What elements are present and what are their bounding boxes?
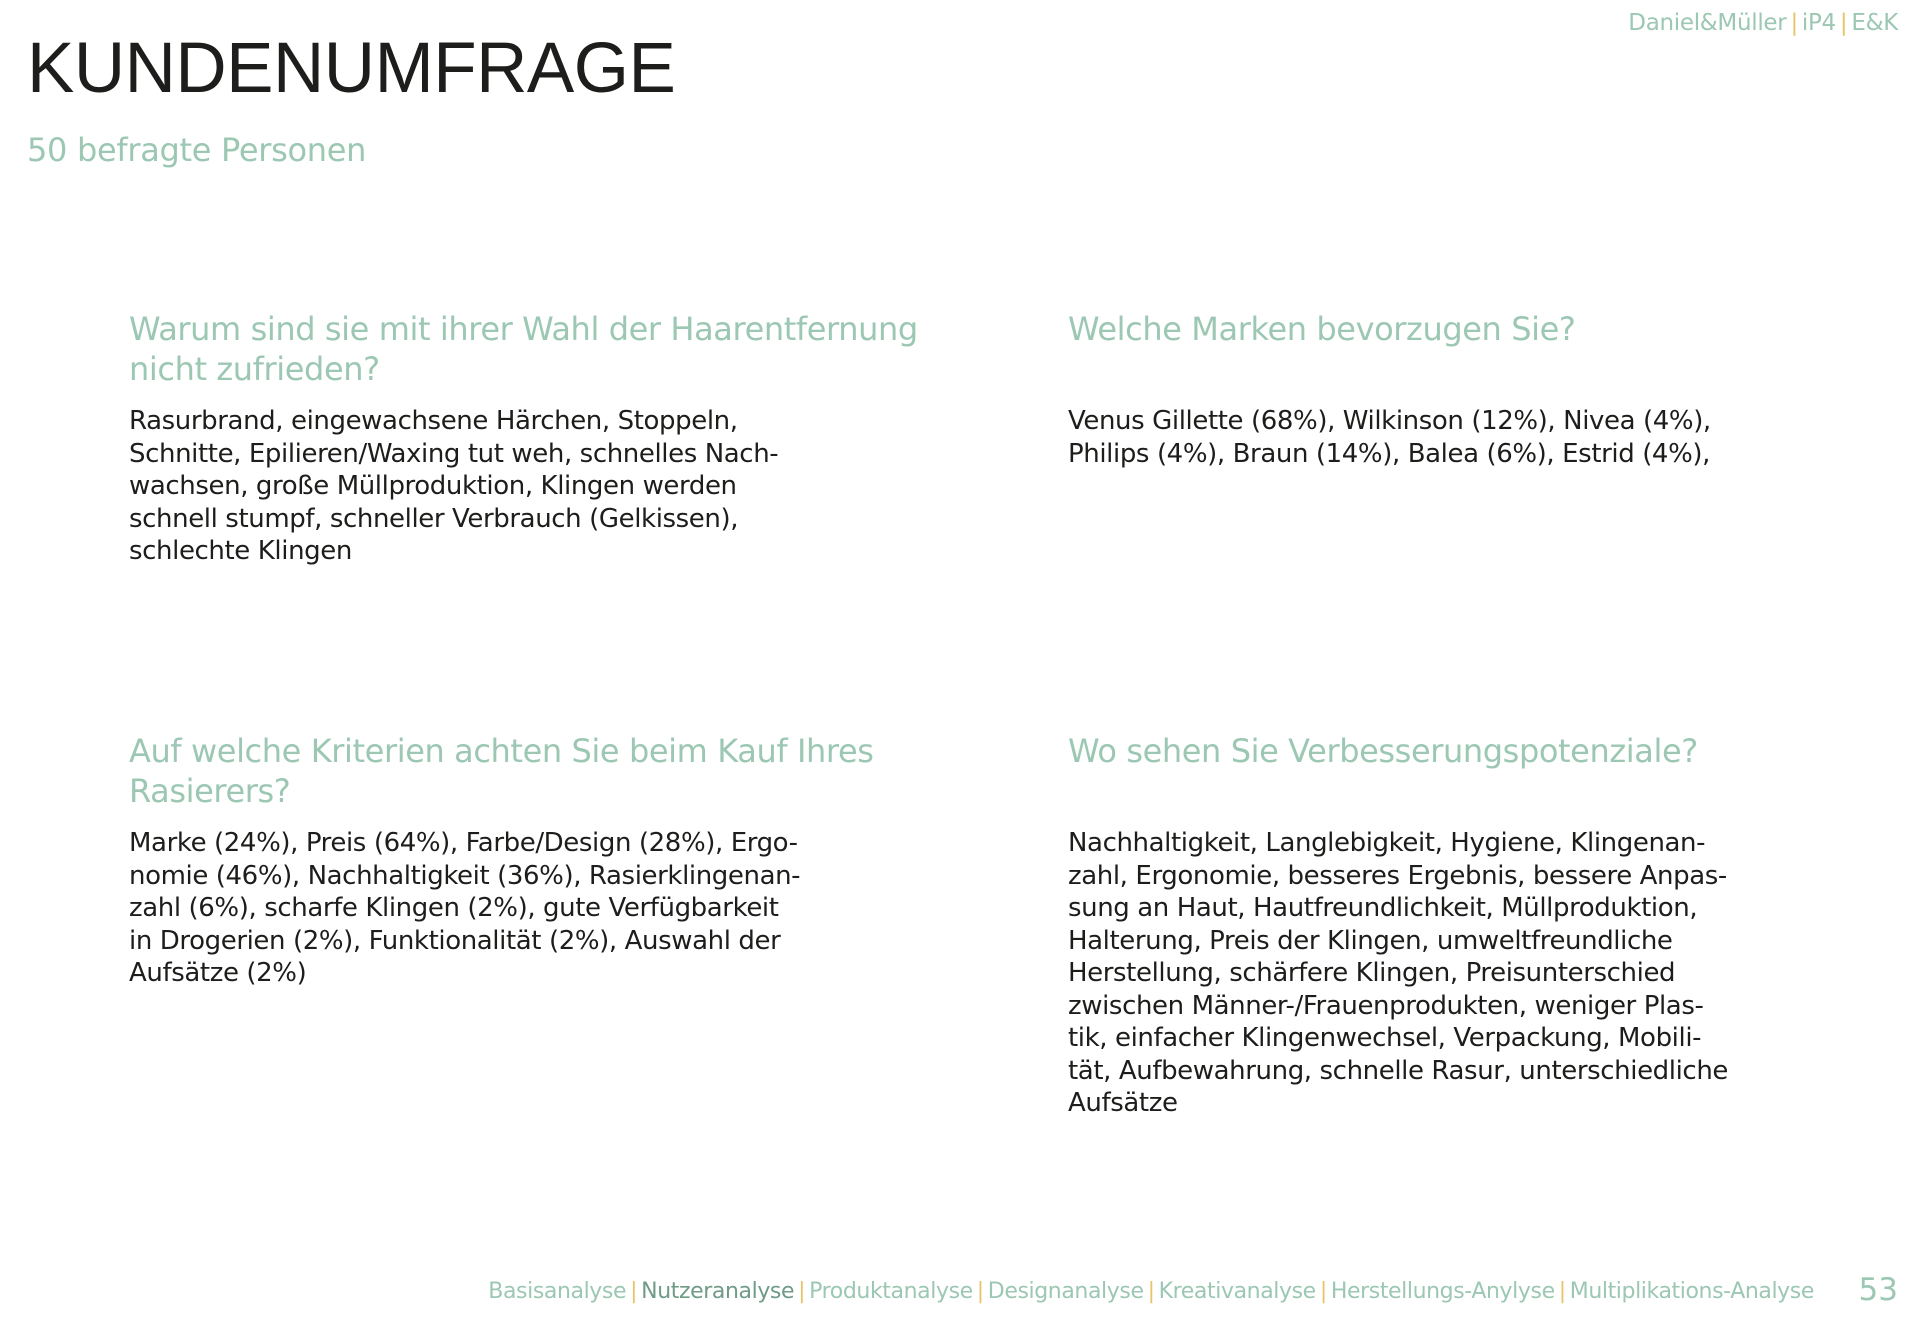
page-number: 53	[1858, 1272, 1898, 1308]
footer-nav-kreativanalyse[interactable]: Kreativanalyse	[1158, 1279, 1316, 1304]
separator: |	[976, 1279, 984, 1304]
footer-nav	[488, 1279, 1814, 1304]
module-label: E&K	[1851, 10, 1898, 36]
section-answer: Rasurbrand, eingewachsene Härchen, Stoppeln, Schnitte, Epilieren/Waxing tut weh, schnelles Nach- wachsen, große Müllproduktion, Klingen werden schnell stumpf, schneller Verbrauch (Gelkissen), schlechte Klingen	[129, 406, 779, 566]
separator: |	[1147, 1279, 1155, 1304]
section-answer: Marke (24%), Preis (64%), Farbe/Design (28%), Ergo- nomie (46%), Nachhaltigkeit (36%), Rasierklingenan- zahl (6%), scharfe Klingen (2%), gute Verfügbarkeit in Drogerien (2%), Funktionalität (2%), Auswahl der Aufsätze (2%)	[129, 828, 801, 988]
page-title: KUNDENUMFRAGE	[27, 29, 676, 108]
separator: |	[1790, 10, 1798, 36]
page-subtitle: 50 befragte Personen	[27, 131, 367, 169]
footer-nav-herstellungs-anylyse[interactable]: Herstellungs-Anylyse	[1330, 1279, 1555, 1304]
section-brands	[1068, 309, 1868, 470]
section-answer: Venus Gillette (68%), Wilkinson (12%), Nivea (4%), Philips (4%), Braun (14%), Balea (6%), Estrid (4%),	[1068, 406, 1711, 469]
separator: |	[798, 1279, 806, 1304]
separator: |	[1839, 10, 1848, 36]
section-question: Welche Marken bevorzugen Sie?	[1068, 310, 1576, 348]
course-label: iP4	[1801, 10, 1836, 36]
footer-nav-produktanalyse[interactable]: Produktanalyse	[809, 1279, 973, 1304]
section-question: Wo sehen Sie Verbesserungspotenziale?	[1068, 732, 1698, 770]
section-question: Warum sind sie mit ihrer Wahl der Haarentfernung nicht zufrieden?	[129, 310, 918, 388]
section-improvements	[1068, 731, 1868, 1120]
separator: |	[630, 1279, 638, 1304]
section-question: Auf welche Kriterien achten Sie beim Kauf Ihres Rasierers?	[129, 732, 874, 810]
footer-nav-multiplikations-analyse[interactable]: Multiplikations-Analyse	[1569, 1279, 1814, 1304]
section-purchase-criteria	[129, 731, 929, 990]
author-label: Daniel&Müller	[1628, 10, 1787, 36]
section-dissatisfaction	[129, 309, 929, 568]
header-meta	[1628, 10, 1898, 36]
separator: |	[1319, 1279, 1327, 1304]
footer-nav-basisanalyse[interactable]: Basisanalyse	[488, 1279, 627, 1304]
separator: |	[1558, 1279, 1566, 1304]
footer-nav-designanalyse[interactable]: Designanalyse	[987, 1279, 1144, 1304]
footer-nav-nutzeranalyse[interactable]: Nutzeranalyse	[641, 1279, 795, 1304]
section-answer: Nachhaltigkeit, Langlebigkeit, Hygiene, Klingenan- zahl, Ergonomie, besseres Ergebnis, bessere Anpas- sung an Haut, Hautfreundlichkeit, Müllproduktion, Halterung, Preis der Klingen, umweltfreundliche Herstellung, schärfere Klingen, Preisunterschied zwischen Männer-/Frauenprodukten, weniger Plas- tik, einfacher Klingenwechsel, Verpackung, Mobili- tät, Aufbewahrung, schnelle Rasur, unterschiedliche Aufsätze	[1068, 828, 1728, 1118]
